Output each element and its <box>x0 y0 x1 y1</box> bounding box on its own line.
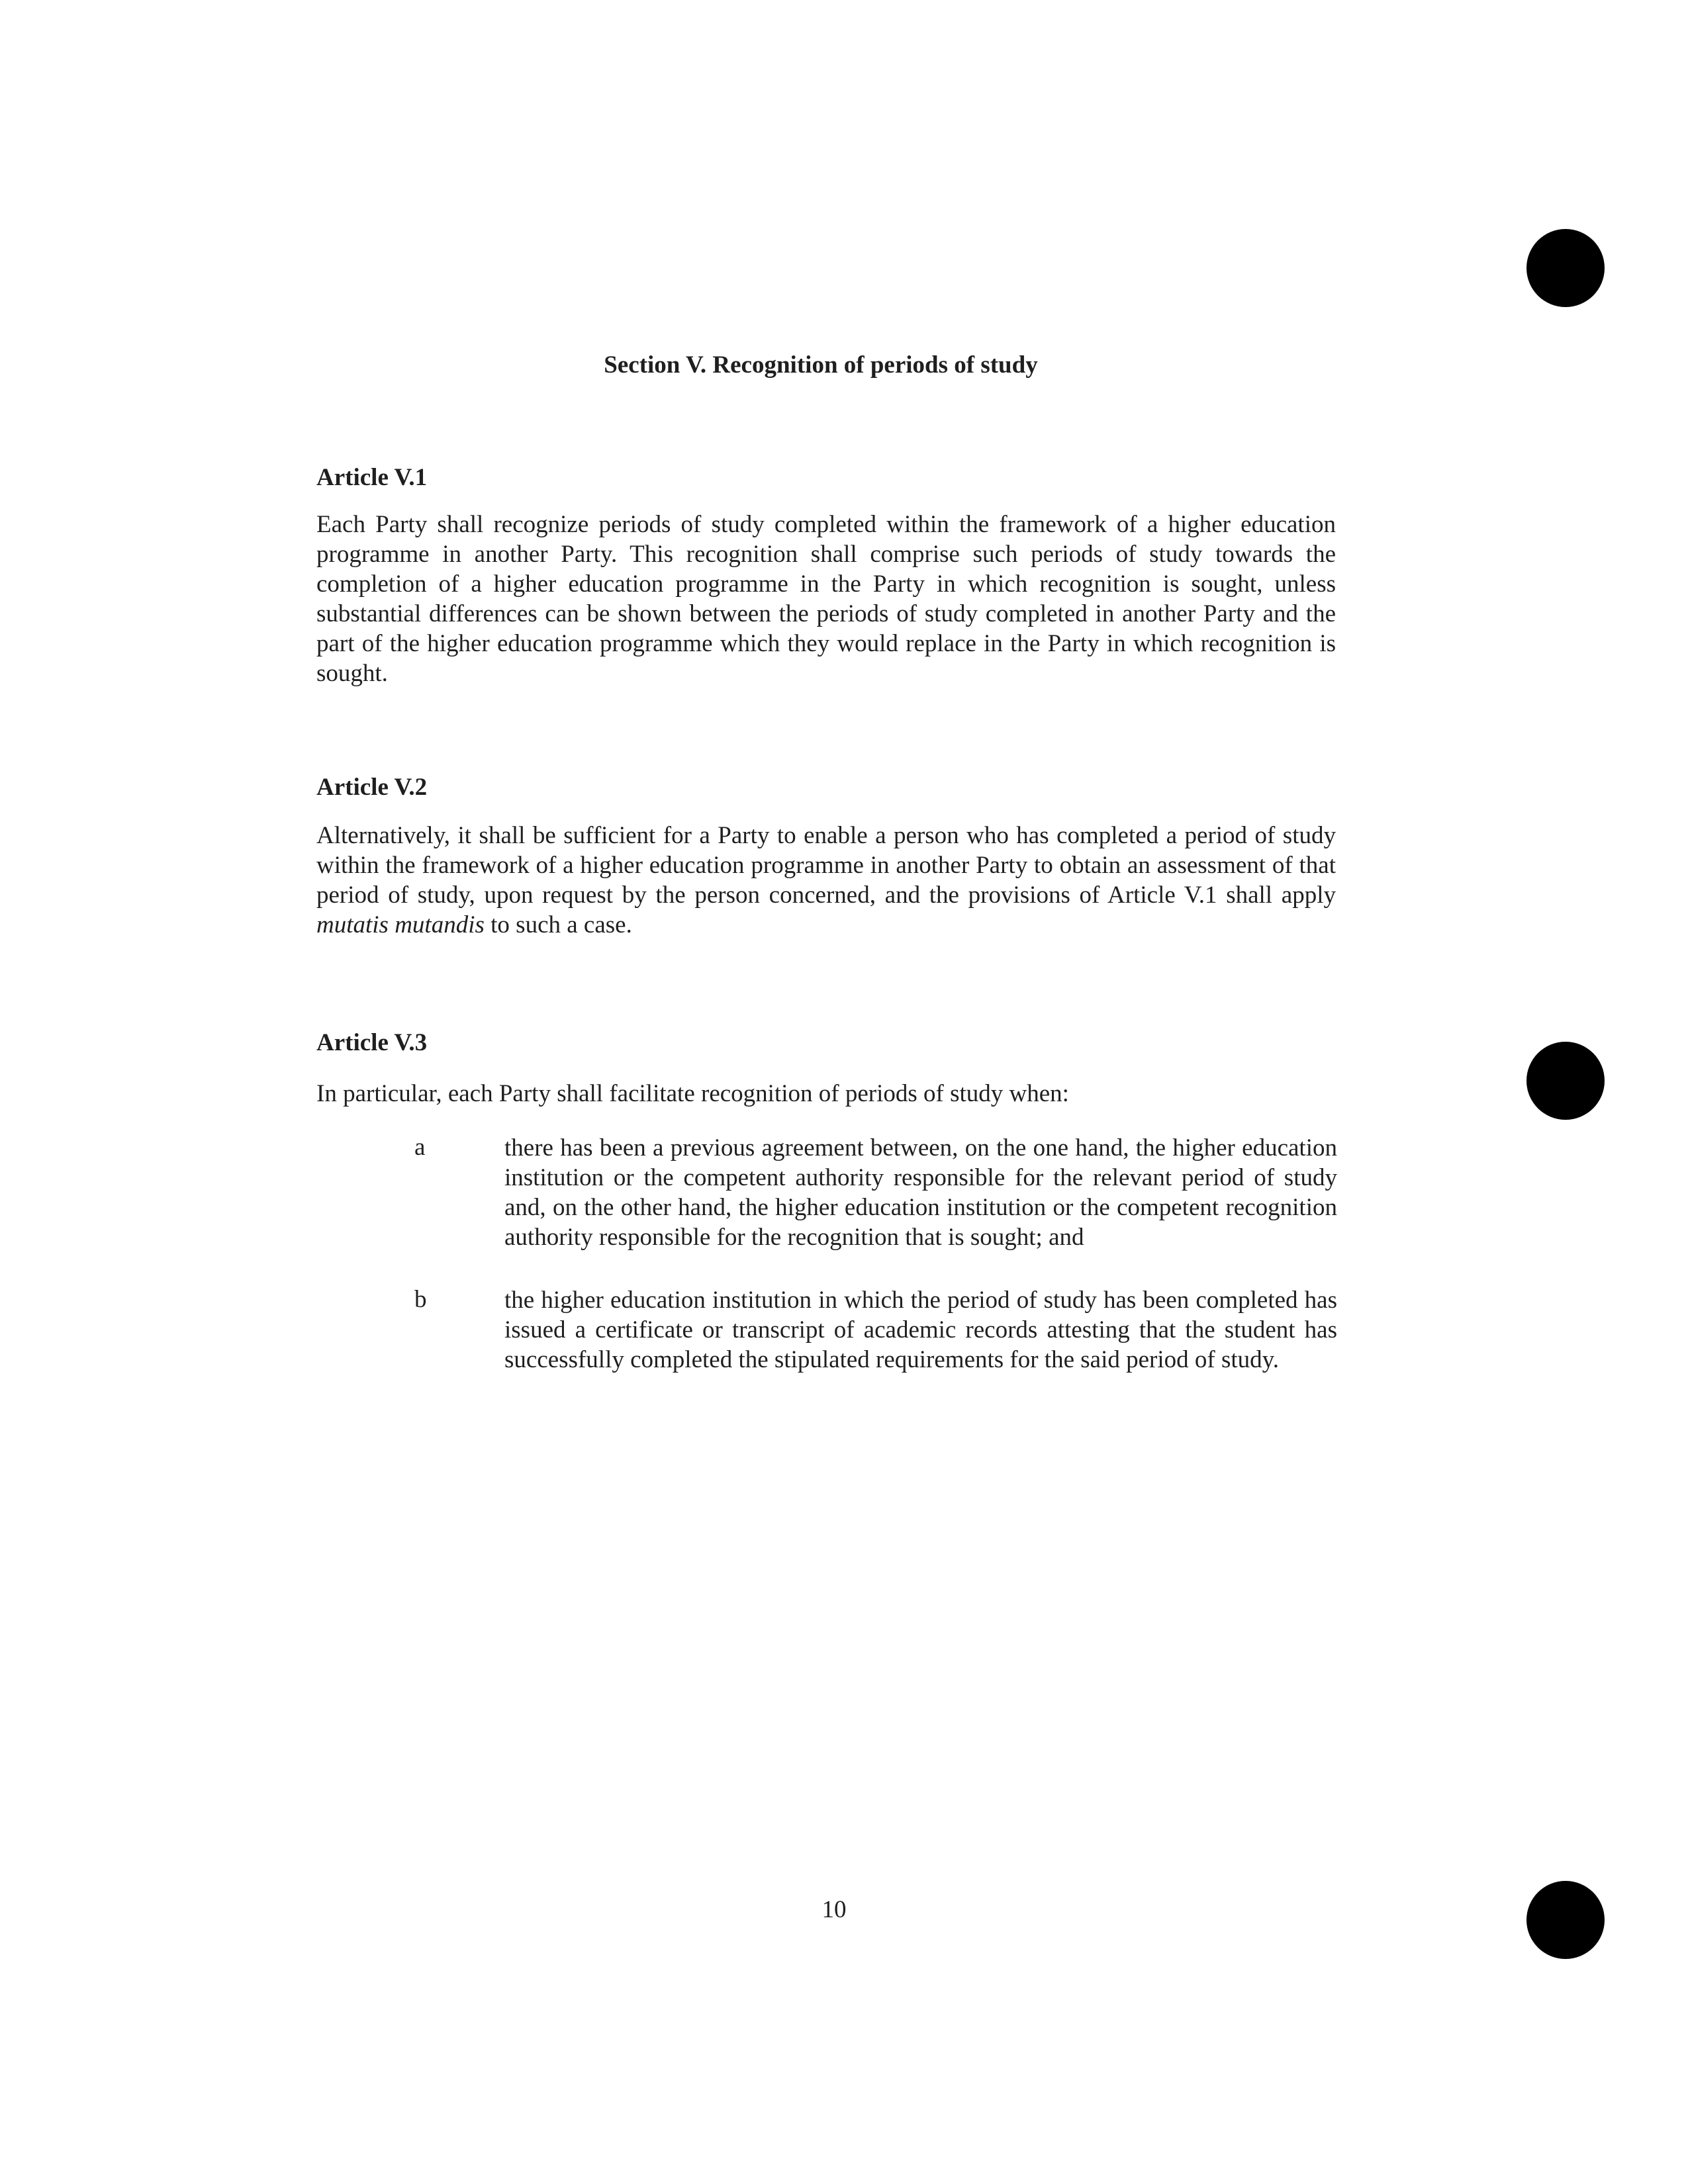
page-number: 10 <box>821 1896 847 1923</box>
article-v2-heading: Article V.2 <box>316 774 428 801</box>
list-item-text-a: there has been a previous agreement between, on the one hand, the higher education institution or the competent authority responsible for the relevant period of study and, on the other hand, the higher education institution or the competent recognition authority responsible for the recognition that is sought; and <box>504 1134 1337 1251</box>
list-item-text-b: the higher education institution in which the period of study has been completed has issued a certificate or transcript of academic records attesting that the student has successfully completed the stipulated requirements for the said period of study. <box>504 1287 1337 1373</box>
article-v2-text-before: Alternatively, it shall be sufficient for a Party to enable a person who has completed a period of study within the framework of a higher education programme in another Party to obtain an assessment of that period of study, upon request by the person concerned, and the provisions of Article V.1 shall apply <box>316 822 1336 909</box>
article-v2-text-italic: mutatis mutandis <box>316 911 485 938</box>
punch-hole-top <box>1526 229 1605 307</box>
punch-hole-middle <box>1526 1042 1605 1120</box>
list-item-marker-b: b <box>414 1286 427 1313</box>
section-title: Section V. Recognition of periods of study <box>604 351 1038 379</box>
article-v2-text <box>316 821 1336 940</box>
article-v1-text: Each Party shall recognize periods of study completed within the framework of a higher education programme in another Party. This recognition shall comprise such periods of study towards the completion of a higher education programme in the Party in which recognition is sought, unless substantial differences can be shown between the periods of study completed in another Party and the part of the higher education programme which they would replace in the Party in which recognition is sought. <box>316 511 1336 687</box>
article-v1-heading: Article V.1 <box>316 464 428 491</box>
article-v3-text: In particular, each Party shall facilitate recognition of periods of study when: <box>316 1080 1069 1107</box>
article-v2-text-after: to such a case. <box>484 911 632 938</box>
list-item-marker-a: a <box>414 1134 426 1161</box>
article-v3-heading: Article V.3 <box>316 1029 428 1056</box>
